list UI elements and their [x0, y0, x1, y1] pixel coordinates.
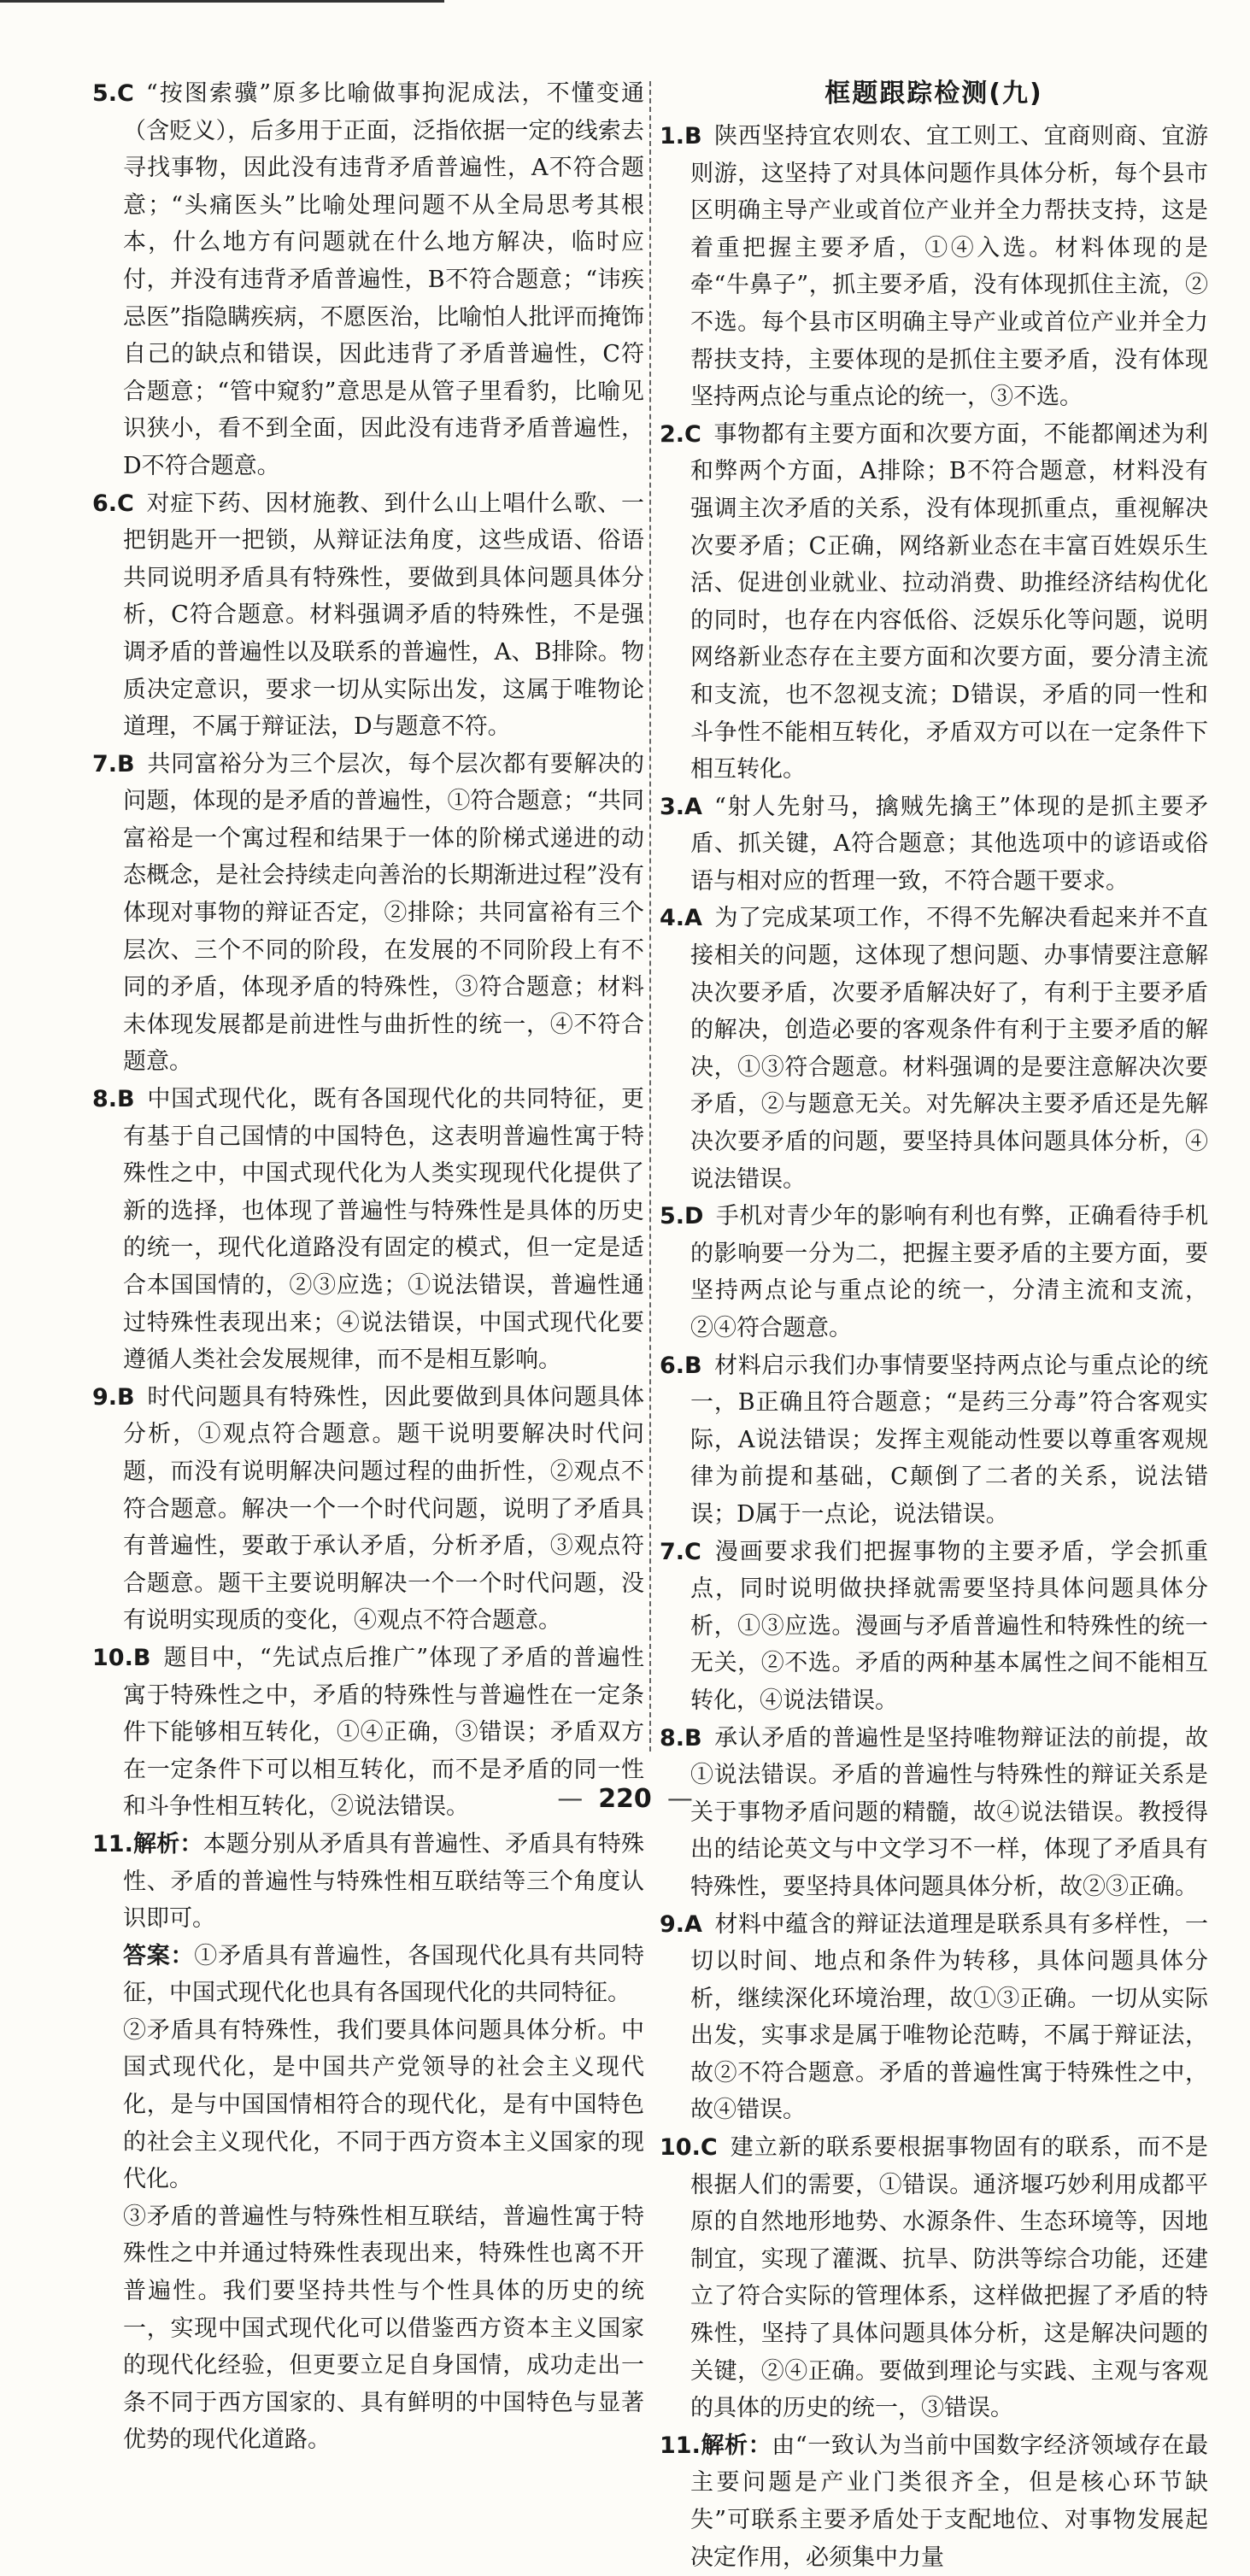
- question-item: [660, 1347, 1208, 1534]
- question-item: [92, 485, 644, 746]
- question-number: 7.: [92, 750, 118, 777]
- question-number: 11.: [92, 1830, 133, 1857]
- question-item: [660, 789, 1208, 901]
- question-number: 10.: [92, 1644, 133, 1671]
- question-number: 7.: [660, 1538, 685, 1565]
- question-item: [660, 1534, 1208, 1720]
- explanation-text: 手机对青少年的影响有利也有弊，正确看待手机的影响要一分为二，把握主要矛盾的主要方面，要坚持两点论与重点论的统一，分清主流和支流，②④符合题意。: [690, 1203, 1208, 1341]
- answer-text: ①矛盾具有普遍性，各国现代化具有共同特征，中国式现代化也具有各国现代化的共同特征。: [123, 1942, 645, 2007]
- footer-dash-right: —: [666, 1784, 693, 1814]
- left-column: [92, 75, 644, 2459]
- explanation-text: 由“一致认为当前中国数字经济领域存在最主要问题是产业门类很齐全，但是核心环节缺失”可联系主要矛盾处于支配地位、对事物发展起决定作用，必须集中力量: [690, 2432, 1209, 2571]
- explanation-text: 建立新的联系要根据事物固有的联系，而不是根据人们的需要，①错误。通济堰巧妙利用成都平原的自然地形地势、水源条件、生态环境等，因地制宜，实现了灌溉、抗旱、防洪等综合功能，还建立了符合实际的管理体系，这样做把握了矛盾的特殊性，坚持了具体问题具体分析，这是解决问题的关键，②④正确。要做到理论与实践、主观与客观的具体的历史的统一，③错误。: [690, 2134, 1208, 2422]
- answer-letter: C: [117, 490, 134, 517]
- explanation-text: 漫画要求我们把握事物的主要矛盾，学会抓重点，同时说明做抉择就需要坚持具体问题具体分析，①③应选。漫画与矛盾普遍性和特殊性的统一无关，②不选。矛盾的两种基本属性之间不能相互转化，④说法错误。: [690, 1538, 1208, 1714]
- question-number: 8.: [660, 1724, 685, 1752]
- question-item: [660, 2129, 1208, 2427]
- question-number: 11.: [660, 2432, 701, 2459]
- question-number: 5.: [660, 1203, 685, 1230]
- question-number: 2.: [660, 420, 685, 448]
- answer-letter: B: [117, 1383, 135, 1411]
- explanation-text: 共同富裕分为三个层次，每个层次都有要解决的问题，体现的是矛盾的普遍性，①符合题意；“共同富裕是一个寓过程和结果于一体的阶梯式递进的动态概念，是社会持续走向善治的长期渐进过程”没有体现对事物的辩证否定，②排除；共同富裕有三个层次、三个不同的阶段，在发展的不同阶段上有不同的矛盾，体现矛盾的特殊性，③符合题意；材料未体现发展都是前进性与曲折性的统一，④不符合题意。: [123, 750, 644, 1076]
- explanation-text: 对症下药、因材施教、到什么山上唱什么歌、一把钥匙开一把锁，从辩证法角度，这些成语、俗语共同说明矛盾具有特殊性，要做到具体问题具体分析，C符合题意。材料强调矛盾的特殊性，不是强调矛盾的普遍性以及联系的普遍性，A、B排除。物质决定意识，要求一切从实际出发，这属于唯物论道理，不属于辩证法，D与题意不符。: [123, 490, 644, 741]
- question-item: [660, 1198, 1208, 1347]
- column-divider: [649, 81, 651, 1752]
- explanation-text: 事物都有主要方面和次要方面，不能都阐述为利和弊两个方面，A排除；B不符合题意，材料没有强调主次矛盾的关系，没有体现抓重点，重视解决次要矛盾；C正确，网络新业态在丰富百姓娱乐生活、促进创业就业、拉动消费、助推经济结构优化的同时，也存在内容低俗、泛娱乐化等问题，说明网络新业态存在主要方面和次要方面，要分清主流和支流，也不忽视支流；D错误，矛盾的同一性和斗争性不能相互转化，矛盾双方可以在一定条件下相互转化。: [690, 420, 1208, 783]
- footer-dash-left: —: [557, 1784, 584, 1814]
- question-number: 3.: [660, 793, 685, 820]
- question-item: [92, 746, 644, 1081]
- question-number: 9.: [92, 1383, 118, 1411]
- explanation-text: 材料中蕴含的辩证法道理是联系具有多样性，一切以时间、地点和条件为转移，具体问题具体分析，继续深化环境治理，故①③正确。一切从实际出发，实事求是属于唯物论范畴，不属于辩证法，故②不符合题意。矛盾的普遍性寓于特殊性之中，故④错误。: [690, 1910, 1208, 2124]
- question-item: [92, 1081, 644, 1379]
- analysis-label: 解析：: [132, 1830, 203, 1857]
- answer-letter: B: [117, 1086, 135, 1113]
- explanation-text: 本题分别从矛盾具有普遍性、矛盾具有特殊性、矛盾的普遍性与特殊性相互联结等三个角度认识即可。: [123, 1830, 645, 1933]
- explanation-text: 承认矛盾的普遍性是坚持唯物辩证法的前提，故①说法错误。矛盾的普遍性与特殊性的辩证关系是关于事物矛盾问题的精髓，故④说法错误。教授得出的结论英文与中文学习不一样，体现了矛盾具有特殊性，要坚持具体问题具体分析，故②③正确。: [690, 1724, 1208, 1900]
- explanation-text: 中国式现代化，既有各国现代化的共同特征，更有基于自己国情的中国特色，这表明普遍性寓于特殊性之中，中国式现代化为人类实现现代化提供了新的选择，也体现了普遍性与特殊性是具体的历史的统一，现代化道路没有固定的模式，但一定是适合本国国情的，②③应选；①说法错误，普遍性通过特殊性表现出来；④说法错误，中国式现代化要遵循人类社会发展规律，而不是相互影响。: [123, 1086, 644, 1374]
- question-number: 4.: [660, 905, 685, 932]
- answer-letter: A: [684, 1910, 702, 1938]
- question-item: [92, 1826, 644, 1938]
- answer-letter: B: [684, 123, 702, 150]
- right-column: [660, 75, 1208, 2576]
- explanation-text: “射人先射马，擒贼先擒王”体现的是抓主要矛盾、抓关键，A符合题意；其他选项中的谚语或俗语与相对应的哲理一致，不符合题干要求。: [690, 793, 1208, 895]
- answer-letter: D: [684, 1203, 704, 1230]
- page-footer: [0, 1784, 1250, 1814]
- question-number: 9.: [660, 1910, 685, 1938]
- top-rule: [0, 0, 444, 3]
- answer-paragraph: [92, 2012, 644, 2198]
- answer-letter: C: [700, 2134, 718, 2162]
- answer-text: ③矛盾的普遍性与特殊性相互联结，普遍性寓于特殊性之中并通过特殊性表现出来，特殊性也离不开普遍性。我们要坚持共性与个性具体的历史的统一，实现中国式现代化可以借鉴西方资本主义国家的现代化经验，但更要立足自身国情，成功走出一条不同于西方国家的、具有鲜明的中国特色与显著优势的现代化道路。: [123, 2203, 644, 2454]
- answer-letter: C: [117, 80, 134, 107]
- question-item: [660, 900, 1208, 1198]
- explanation-text: 材料启示我们办事情要坚持两点论与重点论的统一，B正确且符合题意；“是药三分毒”符合客观实际，A说法错误；发挥主观能动性要以尊重客观规律为前提和基础，C颠倒了二者的关系，说法错误；D属于一点论，说法错误。: [690, 1352, 1208, 1528]
- explanation-text: 陕西坚持宜农则农、宜工则工、宜商则商、宜游则游，这坚持了对具体问题作具体分析，每个县市区明确主导产业或首位产业并全力帮扶支持，这是着重把握主要矛盾，①④入选。材料体现的是牵“牛鼻子”，抓主要矛盾，没有体现抓住主流，②不选。每个县市区明确主导产业或首位产业并全力帮扶支持，主要体现的是抓住主要矛盾，没有体现坚持两点论与重点论的统一，③不选。: [690, 123, 1208, 411]
- answer-block: [92, 1938, 644, 2459]
- answer-paragraph: [92, 2198, 644, 2459]
- answer-text: ②矛盾具有特殊性，我们要具体问题具体分析。中国式现代化，是中国共产党领导的社会主义现代化，是与中国国情相符合的现代化，是有中国特色的社会主义现代化，不同于西方资本主义国家的现代化。: [123, 2016, 644, 2193]
- answer-paragraph: [92, 1938, 644, 2012]
- answer-letter: B: [684, 1352, 702, 1379]
- question-number: 6.: [92, 490, 118, 517]
- explanation-text: 为了完成某项工作，不得不先解决看起来并不直接相关的问题，这体现了想问题、办事情要注意解决次要矛盾，次要矛盾解决好了，有利于主要矛盾的解决，创造必要的客观条件有利于主要矛盾的解决，①③符合题意。材料强调的是要注意解决次要矛盾，②与题意无关。对先解决主要矛盾还是先解决次要矛盾的问题，要坚持具体问题具体分析，④说法错误。: [690, 905, 1208, 1193]
- explanation-text: 题目中，“先试点后推广”体现了矛盾的普遍性寓于特殊性之中，矛盾的特殊性与普遍性在一定条件下能够相互转化，①④正确，③错误；矛盾双方在一定条件下可以相互转化，而不是矛盾的同一性和斗争性相互转化，②说法错误。: [123, 1644, 644, 1821]
- question-item: [92, 75, 644, 485]
- answer-label: 答案：: [123, 1942, 195, 1969]
- page-number: 220: [598, 1784, 652, 1814]
- question-item: [660, 1906, 1208, 2130]
- answer-letter: A: [684, 793, 702, 820]
- explanation-text: 时代问题具有特殊性，因此要做到具体问题具体分析，①观点符合题意。题干说明要解决时代问题，而没有说明解决问题过程的曲折性，②观点不符合题意。解决一个一个时代问题，说明了矛盾具有普遍性，要敢于承认矛盾，分析矛盾，③观点符合题意。题干主要说明解决一个一个时代问题，没有说明实现质的变化，④观点不符合题意。: [123, 1383, 644, 1634]
- answer-letter: C: [684, 420, 701, 448]
- section-title: 框题跟踪检测(九): [825, 79, 1043, 109]
- question-item: [92, 1379, 644, 1640]
- answer-letter: C: [684, 1538, 701, 1565]
- question-number: 5.: [92, 80, 118, 107]
- question-item: [660, 118, 1208, 416]
- question-number: 8.: [92, 1086, 118, 1113]
- answer-letter: B: [684, 1724, 702, 1752]
- answer-letter: A: [684, 905, 702, 932]
- answer-letter: B: [132, 1644, 151, 1671]
- question-number: 10.: [660, 2134, 701, 2162]
- question-number: 6.: [660, 1352, 685, 1379]
- answer-letter: B: [117, 750, 135, 777]
- question-item: [660, 416, 1208, 789]
- question-item: [660, 2427, 1208, 2576]
- explanation-text: “按图索骥”原多比喻做事拘泥成法，不懂变通（含贬义），后多用于正面，泛指依据一定的线索去寻找事物，因此没有违背矛盾普遍性，A不符合题意；“头痛医头”比喻处理问题不从全局思考其根本，什么地方有问题就在什么地方解决，临时应付，并没有违背矛盾普遍性，B不符合题意；“讳疾忌医”指隐瞒疾病，不愿医治，比喻怕人批评而掩饰自己的缺点和错误，因此违背了矛盾普遍性，C符合题意；“管中窥豹”意思是从管子里看豹，比喻见识狭小，看不到全面，因此没有违背矛盾普遍性，D不符合题意。: [123, 80, 644, 479]
- analysis-label: 解析：: [700, 2432, 772, 2459]
- question-number: 1.: [660, 123, 685, 150]
